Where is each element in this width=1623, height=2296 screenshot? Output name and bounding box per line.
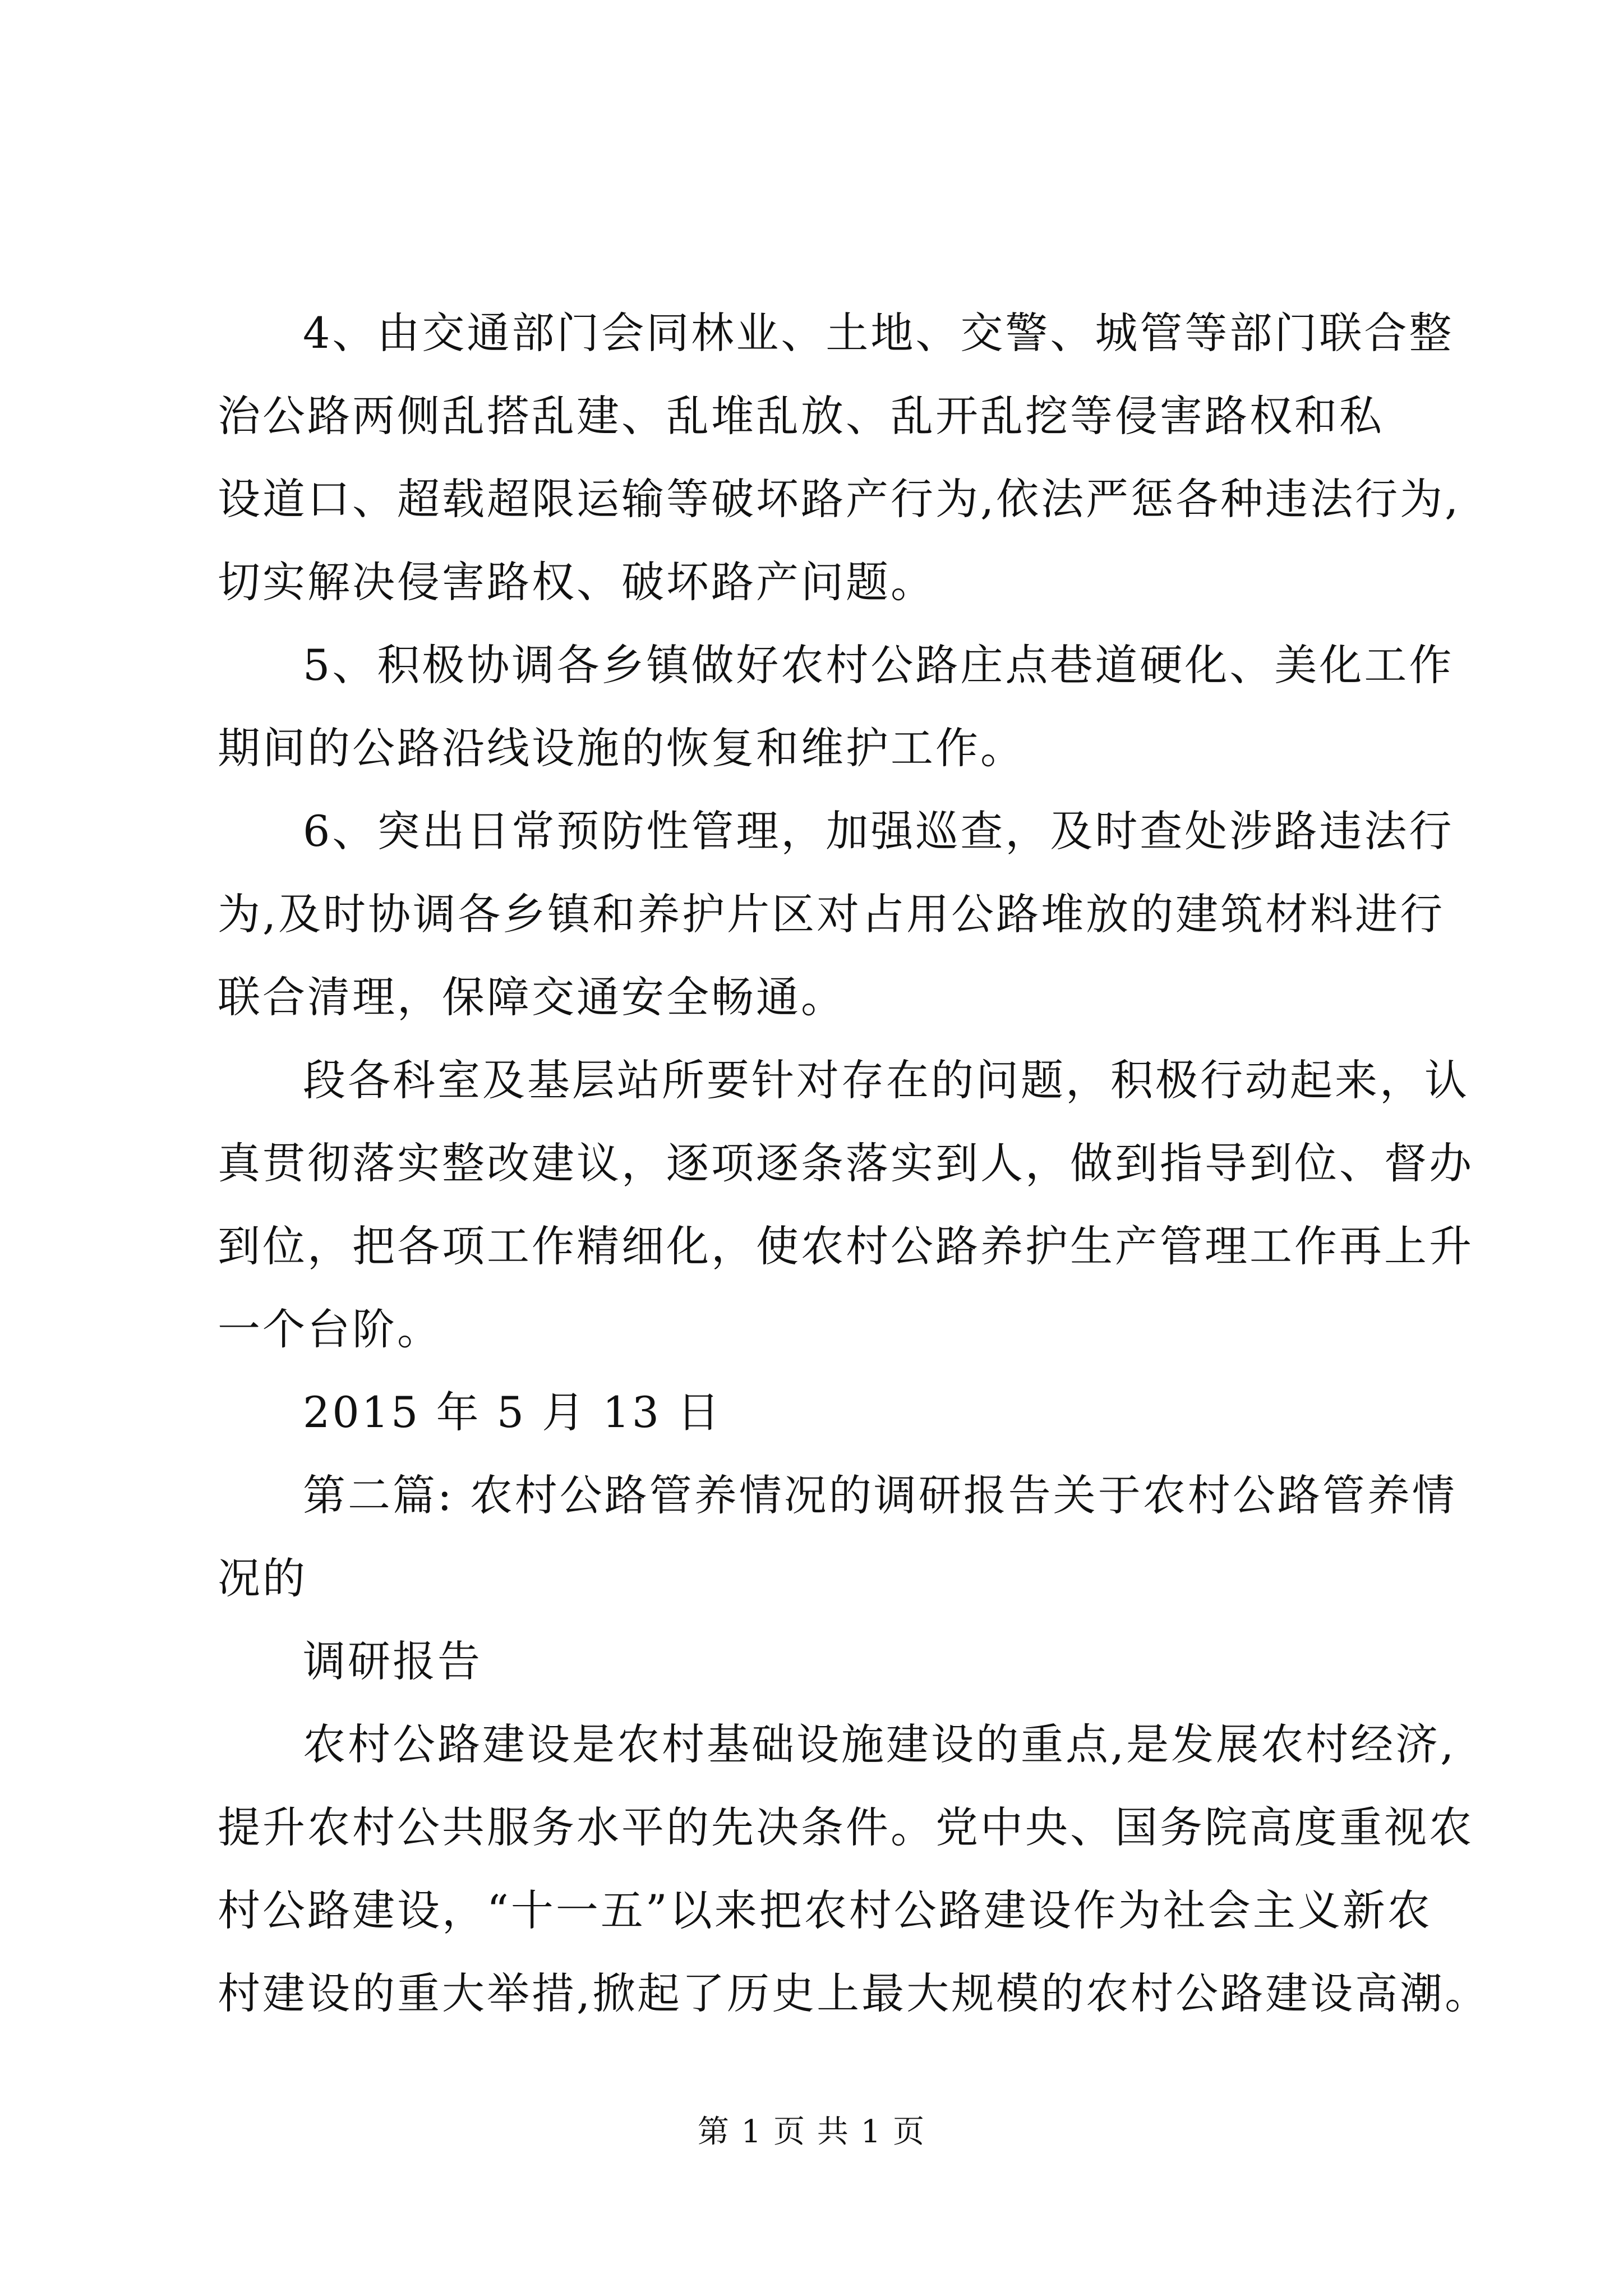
- paragraph-summary-line-4: 一个台阶。: [218, 1304, 442, 1354]
- paragraph-summary-line-2: 真贯彻落实整改建议，逐项逐条落实到人，做到指导到位、督办: [218, 1138, 1474, 1188]
- paragraph-summary-line-3: 到位，把各项工作精细化，使农村公路养护生产管理工作再上升: [218, 1221, 1474, 1271]
- document-date: 2015 年 5 月 13 日: [303, 1387, 722, 1437]
- paragraph-intro-line-3: 村公路建设，“十一五”以来把农村公路建设作为社会主义新农: [218, 1885, 1432, 1935]
- paragraph-intro-line-2: 提升农村公共服务水平的先决条件。党中央、国务院高度重视农: [218, 1802, 1474, 1852]
- paragraph-item-6-line-2: 为,及时协调各乡镇和养护片区对占用公路堆放的建筑材料进行: [218, 889, 1445, 939]
- paragraph-item-6-line-3: 联合清理，保障交通安全畅通。: [218, 972, 846, 1022]
- paragraph-item-6-line-1: 6、突出日常预防性管理，加强巡查，及时查处涉路违法行: [303, 806, 1454, 856]
- second-article-subtitle: 调研报告: [303, 1636, 482, 1686]
- second-article-heading-line-2: 况的: [218, 1553, 307, 1603]
- document-body: [218, 292, 1490, 2035]
- paragraph-item-4-line-2: 治公路两侧乱搭乱建、乱堆乱放、乱开乱挖等侵害路权和私: [218, 391, 1384, 441]
- paragraph-item-5-line-2: 期间的公路沿线设施的恢复和维护工作。: [218, 723, 1025, 773]
- paragraph-item-4-line-1: 4、由交通部门会同林业、土地、交警、城管等部门联合整: [303, 308, 1454, 358]
- paragraph-item-4-line-3: 设道口、超载超限运输等破坏路产行为,依法严惩各种违法行为,: [218, 474, 1461, 524]
- paragraph-intro-line-1: 农村公路建设是农村基础设施建设的重点,是发展农村经济,: [303, 1719, 1456, 1769]
- paragraph-item-4-line-4: 切实解决侵害路权、破坏路产问题。: [218, 557, 935, 607]
- paragraph-item-5-line-1: 5、积极协调各乡镇做好农村公路庄点巷道硬化、美化工作: [303, 640, 1454, 690]
- page-number-footer: 第 1 页 共 1 页: [697, 2114, 926, 2150]
- paragraph-intro-line-4: 村建设的重大举措,掀起了历史上最大规模的农村公路建设高潮。: [218, 1968, 1490, 2018]
- paragraph-summary-line-1: 段各科室及基层站所要针对存在的问题，积极行动起来，认: [303, 1055, 1469, 1105]
- second-article-heading-line-1: 第二篇: 农村公路管养情况的调研报告关于农村公路管养情: [303, 1470, 1457, 1520]
